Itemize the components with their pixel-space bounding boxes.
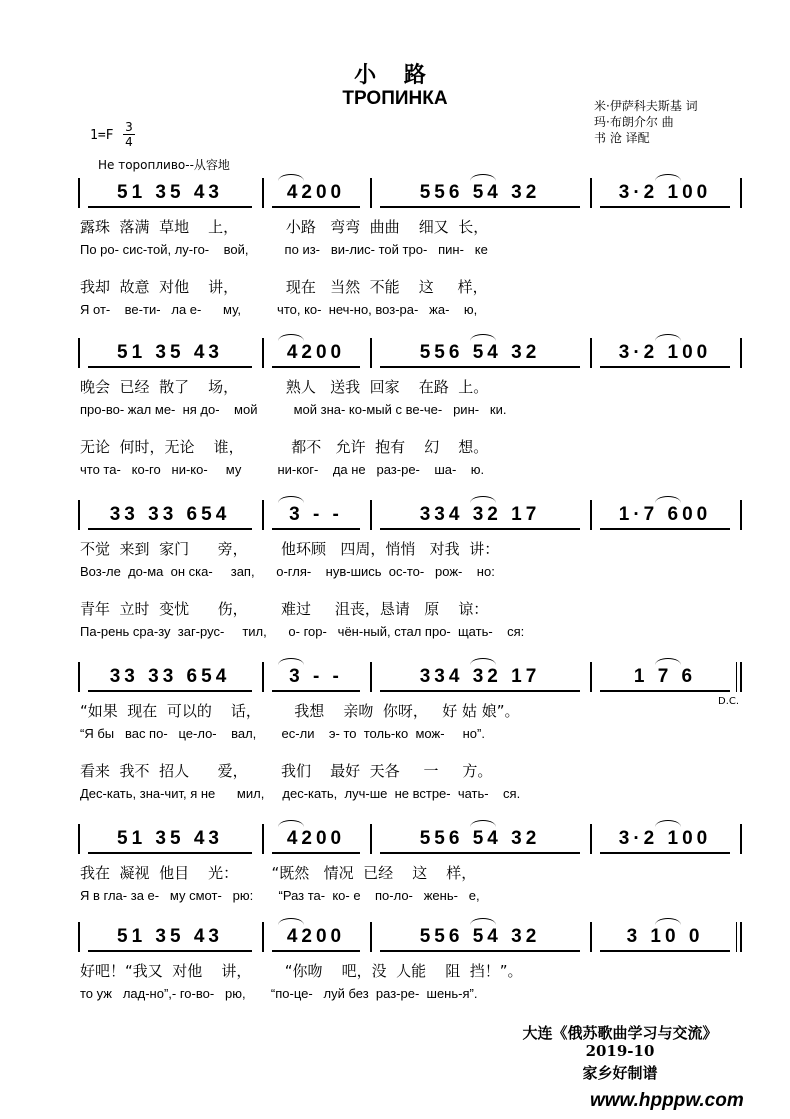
beam-underline [380, 690, 580, 692]
lyric-line-chinese: 无论 何时，无论 谁， 都不 允许 抱有 幻 想。 [80, 438, 489, 456]
double-barline [740, 922, 742, 952]
tempo-marking: Не торопливо--从容地 [98, 158, 230, 172]
lyric-line-chinese: 看来 我不 招人 爱， 我们 最好 天各 一 方。 [80, 762, 493, 780]
barline [262, 500, 264, 530]
double-barline [740, 178, 742, 208]
slur-mark [655, 820, 681, 827]
beam-underline [272, 366, 360, 368]
slur-mark [278, 918, 304, 925]
beam-underline [600, 950, 730, 952]
barline [262, 824, 264, 854]
double-barline [740, 338, 742, 368]
title-chinese: 小 路 [354, 63, 436, 88]
barline [590, 500, 592, 530]
measure-notes: 4200 [286, 926, 346, 947]
lyric-line-russian: Дес-кать, зна-чит, я не мил, дес-кать, луч-ше не встре- чать- ся. [80, 786, 521, 801]
barline-thin [736, 922, 737, 952]
slur-mark [278, 496, 304, 503]
credit-translator: 书 沧 译配 [594, 131, 650, 145]
measure-notes: 3 - - [289, 666, 343, 687]
slur-mark [278, 820, 304, 827]
lyric-line-chinese: 不觉 来到 家门 旁， 他环顾 四周，悄悄 对我 讲： [80, 540, 500, 558]
credit-lyricist: 米·伊萨科夫斯基 词 [594, 99, 698, 113]
beam-underline [380, 852, 580, 854]
credits [594, 98, 698, 146]
slur-mark [470, 496, 496, 503]
lyric-line-russian: про-во- жал ме- ня до- мой мой зна- ко-мый с ве-че- рин- ки. [80, 402, 507, 417]
slur-mark [655, 496, 681, 503]
beam-underline [272, 206, 360, 208]
slur-mark [655, 334, 681, 341]
beam-underline [600, 206, 730, 208]
double-barline [740, 662, 742, 692]
barline [590, 662, 592, 692]
beam-underline [600, 366, 730, 368]
slur-mark [278, 174, 304, 181]
barline [262, 922, 264, 952]
barline [78, 500, 80, 530]
lyric-line-chinese: 露珠 落满 草地 上， 小路 弯弯 曲曲 细又 长， [80, 218, 489, 236]
barline [370, 662, 372, 692]
beam-underline [272, 852, 360, 854]
measure-notes: 334 32 17 [419, 504, 541, 525]
measure-notes: 3 10 0 [626, 926, 704, 947]
lyric-line-russian: “Я бы вас по- це-ло- вал, ес-ли э- то толь-ко мож- но”. [80, 726, 485, 741]
slur-mark [655, 658, 681, 665]
barline [78, 178, 80, 208]
barline-thin [736, 662, 737, 692]
measure-notes: 51 35 43 [117, 182, 223, 203]
slur-mark [470, 820, 496, 827]
measure-notes: 4200 [286, 342, 346, 363]
measure-notes: 1·7 600 [618, 504, 712, 525]
footer-source: 大连《俄苏歌曲学习与交流》 [522, 1024, 718, 1042]
slur-mark [470, 174, 496, 181]
slur-mark [470, 918, 496, 925]
slur-mark [278, 334, 304, 341]
beam-underline [380, 366, 580, 368]
barline [370, 338, 372, 368]
beam-underline [600, 690, 730, 692]
lyric-line-russian: то уж лад-но”,- го-во- рю, “по-це- луй без раз-ре- шень-я”. [80, 986, 478, 1001]
lyric-line-chinese: “如果 现在 可以的 话， 我想 亲吻 你呀， 好 姑 娘”。 [80, 702, 520, 720]
beam-underline [88, 690, 252, 692]
title-russian: ТРОПИНКА [342, 88, 448, 109]
barline [370, 500, 372, 530]
beam-underline [380, 950, 580, 952]
beam-underline [88, 528, 252, 530]
beam-underline [600, 852, 730, 854]
measure-notes: 33 33 654 [109, 504, 231, 525]
time-signature-bottom: 4 [125, 135, 133, 149]
barline [590, 338, 592, 368]
time-signature-top: 3 [125, 120, 133, 134]
slur-mark [470, 334, 496, 341]
barline [262, 178, 264, 208]
measure-notes: 33 33 654 [109, 666, 231, 687]
lyric-line-russian: Я от- ве-ти- ла е- му, что, ко- неч-но, воз-ра- жа- ю, [80, 302, 478, 317]
double-barline [740, 824, 742, 854]
double-barline [740, 500, 742, 530]
lyric-line-chinese: 青年 立时 变忧 伤， 难过 沮丧，恳请 原 谅： [80, 600, 489, 618]
measure-notes: 3·2 100 [618, 828, 712, 849]
beam-underline [380, 206, 580, 208]
barline [262, 338, 264, 368]
beam-underline [380, 528, 580, 530]
footer-date: 2019-10 [585, 1042, 655, 1060]
key-signature: 1=F [90, 128, 114, 143]
barline [590, 922, 592, 952]
beam-underline [88, 852, 252, 854]
measure-notes: 334 32 17 [419, 666, 541, 687]
lyric-line-chinese: 我却 故意 对他 讲， 现在 当然 不能 这 样， [80, 278, 488, 296]
measure-notes: 556 54 32 [419, 342, 541, 363]
lyric-line-chinese: 我在 凝视 他目 光： “既然 情况 已经 这 样， [80, 864, 477, 882]
beam-underline [88, 366, 252, 368]
barline [262, 662, 264, 692]
measure-notes: 556 54 32 [419, 926, 541, 947]
da-capo-marking: D.C. [718, 696, 740, 707]
slur-mark [655, 918, 681, 925]
beam-underline [272, 528, 360, 530]
measure-notes: 1 7 6 [633, 666, 697, 687]
lyric-line-russian: Я в гла- за е- му смот- рю: “Раз та- ко- е по-ло- жень- е, [80, 888, 480, 903]
lyric-line-russian: что та- ко-го ни-ко- му ни-ког- да не раз-ре- ша- ю. [80, 462, 485, 477]
lyric-line-russian: Па-рень сра-зу заг-рус- тил, о- гор- чён-ный, стал про- щать- ся: [80, 624, 525, 639]
measure-notes: 3·2 100 [618, 182, 712, 203]
slur-mark [470, 658, 496, 665]
measure-notes: 3·2 100 [618, 342, 712, 363]
footer-maker: 家乡好制谱 [582, 1064, 658, 1082]
beam-underline [272, 690, 360, 692]
measure-notes: 51 35 43 [117, 926, 223, 947]
beam-underline [88, 206, 252, 208]
barline [78, 824, 80, 854]
measure-notes: 51 35 43 [117, 342, 223, 363]
lyric-line-chinese: 晚会 已经 散了 场， 熟人 送我 回家 在路 上。 [80, 378, 489, 396]
measure-notes: 4200 [286, 828, 346, 849]
barline [78, 662, 80, 692]
measure-notes: 556 54 32 [419, 182, 541, 203]
lyric-line-russian: Воз-ле до-ма он ска- зап, о-гля- нув-шись ос-то- рож- но: [80, 564, 495, 579]
beam-underline [88, 950, 252, 952]
barline [78, 338, 80, 368]
lyric-line-chinese: 好吧！“我又 对他 讲， “你吻 吧，没 人能 阻 挡！”。 [80, 962, 523, 980]
barline [370, 824, 372, 854]
slur-mark [278, 658, 304, 665]
measure-notes: 51 35 43 [117, 828, 223, 849]
barline [78, 922, 80, 952]
measure-notes: 4200 [286, 182, 346, 203]
slur-mark [655, 174, 681, 181]
beam-underline [600, 528, 730, 530]
watermark: www.hpppw.com [590, 1090, 744, 1111]
barline [370, 922, 372, 952]
credit-composer: 玛·布朗介尔 曲 [594, 115, 674, 129]
barline [370, 178, 372, 208]
time-signature [123, 120, 135, 149]
barline [590, 824, 592, 854]
beam-underline [272, 950, 360, 952]
barline [590, 178, 592, 208]
measure-notes: 3 - - [289, 504, 343, 525]
lyric-line-russian: По ро- сис-той, лу-го- вой, по из- ви-лис- той тро- пин- ке [80, 242, 488, 257]
measure-notes: 556 54 32 [419, 828, 541, 849]
